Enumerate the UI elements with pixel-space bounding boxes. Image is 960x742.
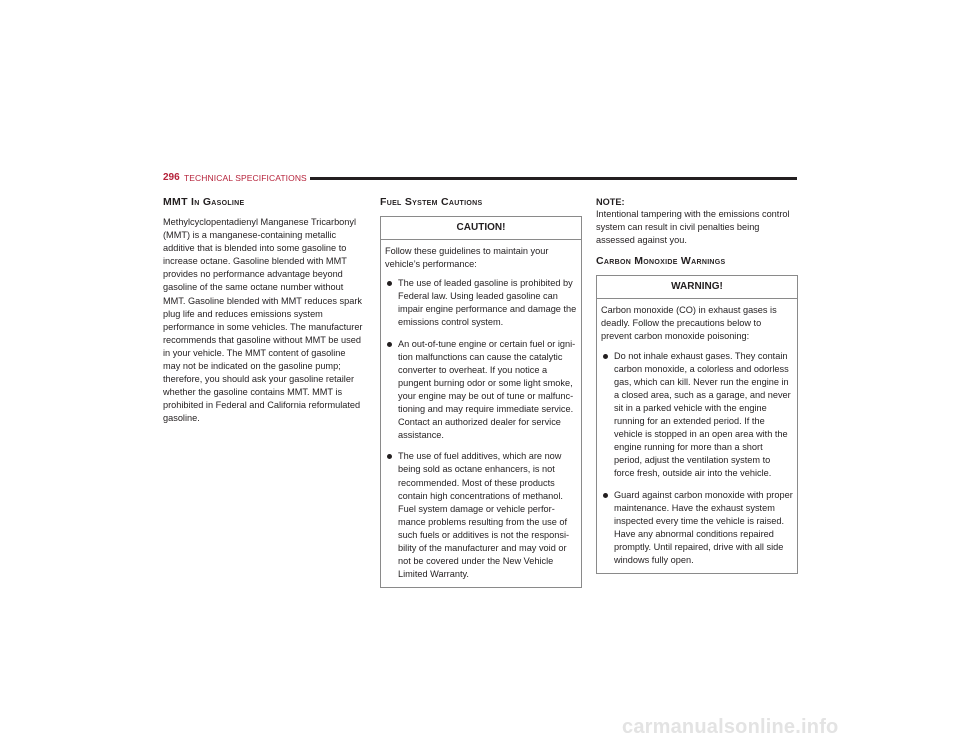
column-mmt <box>163 196 365 426</box>
mmt-body: Methylcyclopentadienyl Manganese Tricarbonyl (MMT) is a manganese-containing metallic additive that is blended into some gasoline to increase octane. Gasoline blended with MMT provides no performance advantage beyond gasoline of the same octane number without MMT. Gasoline blended with MMT reduces spark plug life and reduces emissions system performance in some vehicles. The manufacturer recommends that gasoline without MMT be used in your vehicle. The MMT content of gasoline may not be indicated on the gasoline pump; therefore, you should ask your gasoline retailer whether the gasoline contains MMT. MMT is prohibited in Federal and California reformulated gasoline. <box>163 217 363 424</box>
bullet-icon <box>603 493 608 498</box>
warning-list <box>601 350 793 568</box>
list-item-text: An out-of-tune engine or certain fuel or igni-tion malfunctions can cause the catalytic converter to overheat. If you notice a pungent burning odor or some light smoke, your engine may be out of tune or malfunc-tioning and may require immediate service. Contact an authorized dealer for service assistance. <box>398 338 576 441</box>
bullet-icon <box>387 342 392 347</box>
bullet-icon <box>603 354 608 359</box>
list-item-text: The use of fuel additives, which are now being sold as octane enhancers, is not recommended. Most of these products contain high concentrations of methanol. Fuel system damage or vehicle perfor-mance problems resulting from the use of such fuels or additives is not the responsi-bility of the manufacturer and may void or not be covered under the New Vehicle Limited Warranty. <box>398 451 570 580</box>
caution-intro: Follow these guidelines to maintain your vehicle’s performance: <box>385 246 549 270</box>
warning-intro: Carbon monoxide (CO) in exhaust gases is deadly. Follow the precautions below to prevent carbon monoxide poisoning: <box>601 305 777 342</box>
list-item-text: The use of leaded gasoline is prohibited by Federal law. Using leaded gasoline can impair engine performance and damage the emissions control system. <box>398 278 577 328</box>
co-heading: Carbon Monoxide Warnings <box>596 255 726 268</box>
list-item <box>385 338 577 443</box>
list-item <box>385 277 577 329</box>
fuel-heading: Fuel System Cautions <box>380 196 483 208</box>
bullet-icon <box>387 281 392 286</box>
caution-body <box>381 240 581 587</box>
mmt-heading: MMT In Gasoline <box>163 196 245 208</box>
list-item <box>601 350 793 481</box>
column-co-warnings <box>596 196 798 574</box>
caution-title: CAUTION! <box>381 217 581 240</box>
warning-title: WARNING! <box>597 276 797 299</box>
page-number: 296 <box>163 172 180 183</box>
column-fuel-cautions <box>380 196 582 588</box>
list-item <box>601 489 793 568</box>
bullet-icon <box>387 454 392 459</box>
list-item-text: Do not inhale exhaust gases. They contain carbon monoxide, a colorless and odorless gas, which can kill. Never run the engine in a closed area, such as a garage, and never sit in a parked vehicle with the engine running for an extended period. If the vehicle is stopped in an open area with the engine running for more than a short period, adjust the ventilation system to force fresh, outside air into the vehicle. <box>614 350 791 479</box>
caution-box <box>380 216 582 588</box>
watermark-brand: carmanualsonline.info <box>622 716 839 738</box>
note-text: Intentional tampering with the emissions control system can result in civil penalties being assessed against you. <box>596 209 790 246</box>
warning-box <box>596 275 798 574</box>
note-label: NOTE: <box>596 197 625 207</box>
caution-list <box>385 277 577 581</box>
list-item-text: Guard against carbon monoxide with proper maintenance. Have the exhaust system inspected every time the vehicle is raised. Have any abnormal conditions repaired promptly. Until repaired, drive with all side windows fully open. <box>614 489 793 565</box>
list-item <box>385 450 577 581</box>
warning-body <box>597 299 797 573</box>
header-rule <box>310 177 797 180</box>
section-title: TECHNICAL SPECIFICATIONS <box>184 172 307 183</box>
page-header <box>163 172 797 186</box>
